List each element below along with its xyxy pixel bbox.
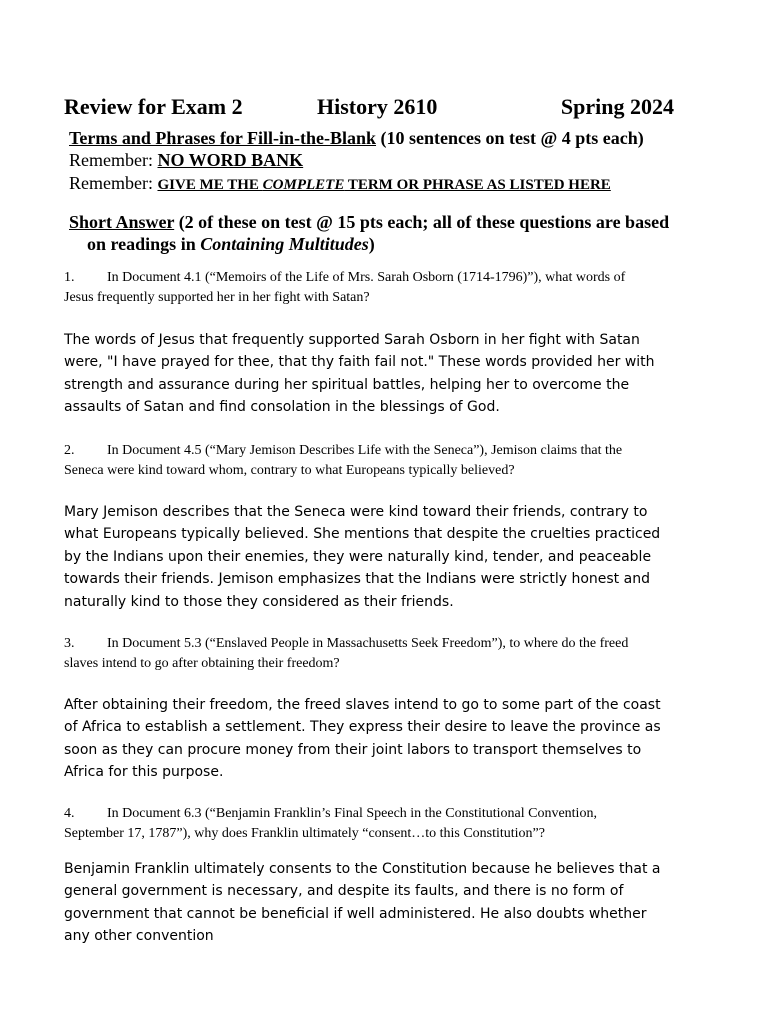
short-answer-tail: (2 of these on test @ 15 pts each; all of these questions are based xyxy=(174,212,670,232)
question-text: In Document 4.5 (“Mary Jemison Describes Life with the Seneca”), Jemison claims that the xyxy=(107,443,623,458)
book-title: Containing Multitudes xyxy=(200,234,369,254)
page-header xyxy=(64,94,674,122)
terms-heading-line xyxy=(69,128,644,149)
remember-label: Remember: xyxy=(69,173,158,193)
complete-term-b: COMPLETE xyxy=(262,177,345,193)
no-word-bank: NO WORD BANK xyxy=(157,150,304,170)
question-number: 2. xyxy=(64,443,75,458)
question-line xyxy=(64,804,670,824)
answer-3: After obtaining their freedom, the freed slaves intend to go to some part of the coast of Africa to establish a settlement. They express their desire to leave the province as soon as they can procure money from their joint labors to transport themselves to Africa for this purpose. xyxy=(64,697,661,781)
question-number: 1. xyxy=(64,270,75,285)
remember-label: Remember: xyxy=(69,150,158,170)
short-answer-heading-line xyxy=(69,212,669,233)
question-text: In Document 4.1 (“Memoirs of the Life of Mrs. Sarah Osborn (1714-1796)”), what words of xyxy=(107,270,626,285)
question-text: In Document 5.3 (“Enslaved People in Massachusetts Seek Freedom”), to where do the freed xyxy=(107,636,629,651)
question-text: In Document 6.3 (“Benjamin Franklin’s Final Speech in the Constitutional Convention, xyxy=(107,806,597,821)
question-text: slaves intend to go after obtaining their freedom? xyxy=(64,656,340,671)
complete-term-c: TERM OR PHRASE AS LISTED HERE xyxy=(344,177,611,193)
question-1 xyxy=(64,268,670,308)
complete-term-a: GIVE ME THE xyxy=(157,177,263,193)
answer-1: The words of Jesus that frequently supported Sarah Osborn in her fight with Satan were, "I have prayed for thee, that thy faith fail not." These words provided her with strength and assurance during her spiritual battles, helping her to overcome the assaults of Satan and find consolation in the blessings of God. xyxy=(64,332,655,416)
header-term: Spring 2024 xyxy=(560,94,674,119)
short-answer-line-2 xyxy=(87,234,375,255)
question-text: Jesus frequently supported her in her fight with Satan? xyxy=(64,290,370,305)
question-text: Seneca were kind toward whom, contrary to what Europeans typically believed? xyxy=(64,463,515,478)
question-number: 3. xyxy=(64,636,75,651)
short-answer-tail-2c: ) xyxy=(368,234,375,254)
question-number: 4. xyxy=(64,806,75,821)
question-3 xyxy=(64,634,670,674)
header-course: History 2610 xyxy=(317,94,438,119)
remember-line-1 xyxy=(69,150,303,171)
short-answer-heading: Short Answer xyxy=(69,212,175,232)
short-answer-tail-2a: on readings in xyxy=(87,234,201,254)
question-2 xyxy=(64,441,670,481)
terms-heading-tail: (10 sentences on test @ 4 pts each) xyxy=(376,128,644,148)
question-text: September 17, 1787”), why does Franklin ultimately “consent…to this Constitution”? xyxy=(64,826,545,841)
question-line xyxy=(64,441,670,461)
header-title: Review for Exam 2 xyxy=(64,94,243,119)
answer-2: Mary Jemison describes that the Seneca were kind toward their friends, contrary to what Europeans typically believed. She mentions that despite the cruelties practiced by the Indians upon their enemies, they were naturally kind, tender, and peaceable towards their friends. Jemison emphasizes that the Indians were strictly honest and naturally kind to those they considered as their friends. xyxy=(64,504,661,610)
question-line xyxy=(64,634,670,654)
question-4 xyxy=(64,804,670,844)
answer-4: Benjamin Franklin ultimately consents to the Constitution because he believes that a general government is necessary, and despite its faults, and there is no form of government that cannot be beneficial if well administered. He also doubts whether any other convention xyxy=(64,861,661,945)
remember-line-2 xyxy=(69,173,611,194)
question-line xyxy=(64,268,670,288)
terms-heading: Terms and Phrases for Fill-in-the-Blank xyxy=(69,128,377,148)
